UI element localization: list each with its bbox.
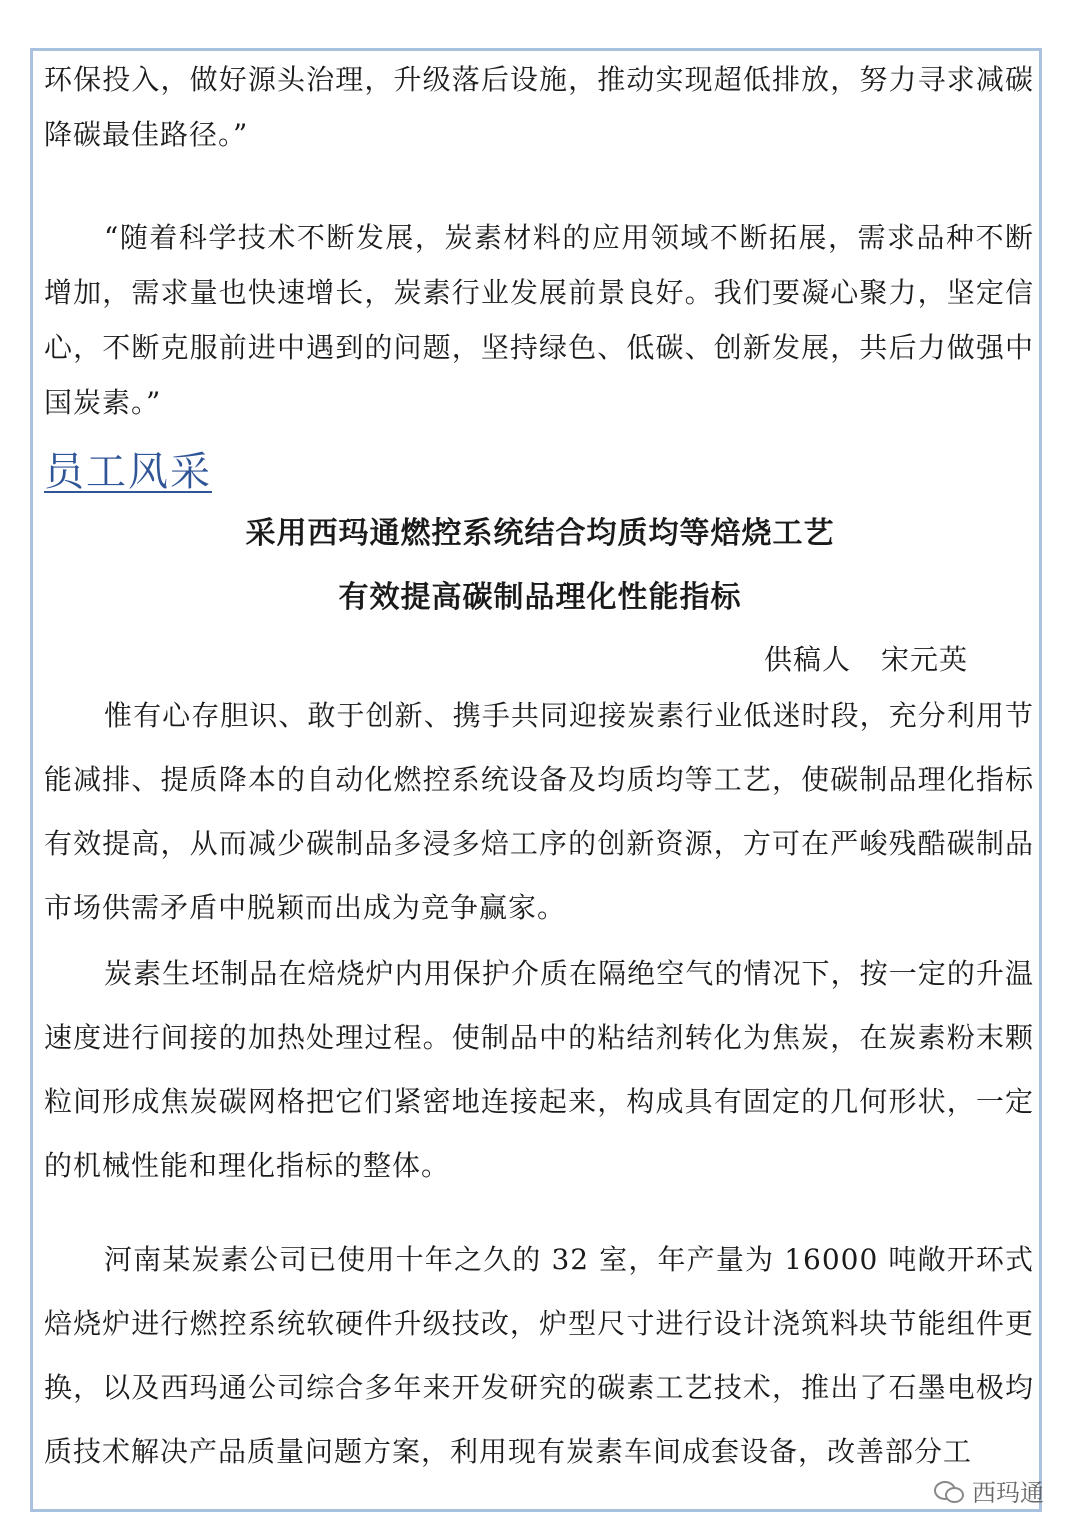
wechat-icon [934,1479,964,1503]
paragraph-text: 炭素生坯制品在焙烧炉内用保护介质在隔绝空气的情况下，按一定的升温速度进行间接的加热处理过程。使制品中的粘结剂转化为焦炭，在炭素粉末颗粒间形成焦炭碳网格把它们紧密地连接起来，构成具有固定的几何形状，一定的机械性能和理化指标的整体。 [44,957,1034,1182]
byline [764,638,968,678]
article-title-line2: 有效提高碳制品理化性能指标 [338,580,742,615]
paragraph-text: 惟有心存胆识、敢于创新、携手共同迎接炭素行业低迷时段，充分利用节能减排、提质降本的自动化燃控系统设备及均质均等工艺，使碳制品理化指标有效提高，从而减少碳制品多浸多焙工序的创新资源，方可在严峻残酷碳制品市场供需矛盾中脱颖而出成为竞争赢家。 [44,699,1034,924]
article-paragraph-3 [44,1228,1034,1484]
article-paragraph-1 [44,684,1034,940]
watermark-text: 西玛通 [972,1479,1044,1507]
byline-label: 供稿人 [764,643,852,676]
paragraph-text: 河南某炭素公司已使用十年之久的 32 室，年产量为 16000 吨敞开环式焙烧炉进行燃控系统软硬件升级技改，炉型尺寸进行设计浇筑料块节能组件更换，以及西玛通公司综合多年来开发研究的碳素工艺技术，推出了石墨电极均质技术解决产品质量问题方案，利用现有炭素车间成套设备，改善部分工 [44,1243,1034,1468]
article-title-line1: 采用西玛通燃控系统结合均质均等焙烧工艺 [245,516,835,551]
paragraph-continuation: 环保投入，做好源头治理，升级落后设施，推动实现超低排放，努力寻求减碳降碳最佳路径。” [44,63,1034,151]
byline-name: 宋元英 [881,643,969,676]
watermark [934,1473,1044,1508]
paragraph-quote: “随着科学技术不断发展，炭素材料的应用领域不断拓展，需求品种不断增加，需求量也快速增长，炭素行业发展前景良好。我们要凝心聚力，坚定信心，不断克服前进中遇到的问题，坚持绿色、低碳、创新发展，共后力做强中国炭素。” [44,221,1034,419]
section-heading: 员工风采 [44,449,212,495]
article-paragraph-2 [44,942,1034,1198]
